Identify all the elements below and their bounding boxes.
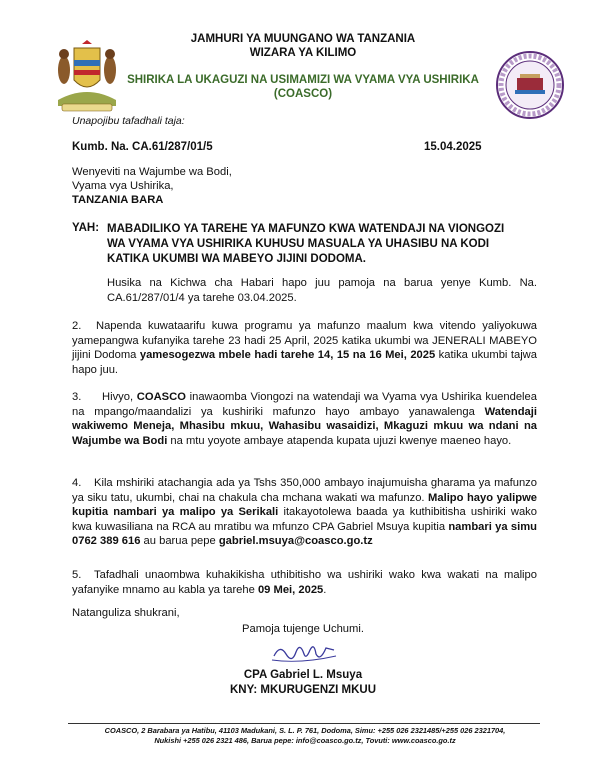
addressee-line: Vyama vya Ushirika, bbox=[72, 180, 174, 192]
intro-paragraph: Husika na Kichwa cha Habari hapo juu pamoja na barua yenye Kumb. Na. CA.61/287/01/4 ya tarehe 03.04.2025. bbox=[107, 277, 537, 304]
paragraph-text: Napenda kuwataarifu kuwa programu ya mafunzo maalum kwa vitendo yaliyokuwa yamepangwa kufanyika tarehe 23 hadi 25 April, 2025 katika ukumbi wa JENERALI MABEYO jijini Dodoma bbox=[72, 320, 537, 361]
footer-line: Nukishi +255 026 2321 486, Barua pepe: info@coasco.go.tz, Tovuti: www.coasco.go.tz bbox=[154, 736, 456, 745]
paragraph-4 bbox=[72, 476, 537, 549]
subject-line: KATIKA UKUMBI WA MABEYO JIJINI DODOMA. bbox=[107, 253, 366, 265]
email-address: gabriel.msuya@coasco.go.tz bbox=[218, 535, 373, 547]
letter-date: 15.04.2025 bbox=[424, 141, 482, 153]
phone-number: nambari ya simu 0762 389 616 bbox=[72, 520, 537, 547]
paragraph-number: 2. bbox=[72, 320, 82, 332]
paragraph-text: katika ukumbi tajwa hapo juu. bbox=[72, 349, 537, 376]
organization-name: SHIRIKA LA UKAGUZI NA USIMAMIZI WA VYAMA VYA USHIRIKA bbox=[127, 74, 479, 86]
motto: Pamoja tujenge Uchumi. bbox=[242, 623, 364, 635]
subject-line: WA VYAMA VYA USHIRIKA KUHUSU MASUALA YA UHASIBU NA KODI bbox=[107, 238, 490, 250]
reference-number: Kumb. Na. CA.61/287/01/5 bbox=[72, 141, 213, 153]
paragraph-number: 5. bbox=[72, 569, 82, 581]
ministry-title: WIZARA YA KILIMO bbox=[249, 47, 357, 59]
addressee-region: TANZANIA BARA bbox=[72, 194, 164, 206]
paragraph-number: 3. bbox=[72, 391, 82, 403]
footer-contact bbox=[60, 726, 550, 746]
paragraph-text: na mtu yoyote ambaye atapenda kupata ujuzi kwenye maeneo hayo. bbox=[167, 434, 512, 447]
organization-acronym: (COASCO) bbox=[273, 88, 333, 100]
paragraph-2 bbox=[72, 319, 537, 377]
paragraph-text: inawaomba Viongozi na watendaji wa Vyama vya Ushirika kuendelea na mpango/maandalizi ya kushiriki mafunzo hayo ambayo yanawalenga bbox=[72, 391, 537, 418]
footer-line: COASCO, 2 Barabara ya Hatibu, 41103 Madukani, S. L. P. 761, Dodoma, Simu: +255 026 2321485/+255 026 2321704, bbox=[104, 726, 506, 735]
footer-divider bbox=[68, 723, 540, 724]
paragraph-text: Kila mshiriki atachangia ada ya Tshs 350,000 ambayo inajumuisha gharama ya mafunzo ya siku tatu, ukumbi, chai na chakula cha mchana wakati wa mafunzo. bbox=[72, 477, 537, 504]
paragraph-bold: COASCO bbox=[136, 391, 186, 403]
paragraph-text: Hivyo, bbox=[102, 391, 137, 403]
paragraph-text: au barua pepe bbox=[140, 535, 219, 547]
subject-line: MABADILIKO YA TAREHE YA MAFUNZO KWA WATENDAJI NA VIONGOZI bbox=[107, 223, 505, 235]
signature-image bbox=[270, 638, 340, 666]
addressee bbox=[72, 165, 232, 207]
paragraph-bold: yamesogezwa mbele hadi tarehe 14, 15 na 16 Mei, 2025 bbox=[139, 349, 436, 361]
signatory-name: CPA Gabriel L. Msuya bbox=[243, 669, 363, 681]
addressee-line: Wenyeviti na Wajumbe wa Bodi, bbox=[72, 166, 232, 178]
paragraph-text: itakayotolewa baada ya kuthibitisha ushiriki wako kwa kuwasiliana na RCA au mratibu wa mfunzo CPA Gabriel Msuya kupitia bbox=[72, 506, 537, 533]
paragraph-text: Tafadhali unaombwa kuhakikisha uthibitisho wa ushiriki wako kwa wakati na malipo yafanyike mnamo au kabla ya tarehe bbox=[72, 569, 537, 596]
subject-prefix: YAH: bbox=[72, 222, 100, 234]
paragraph-bold: Malipo hayo yalipwe kupitia nambari ya malipo ya Serikali bbox=[72, 491, 537, 518]
paragraph-bold: 09 Mei, 2025 bbox=[257, 583, 324, 596]
signatory-title: KNY: MKURUGENZI MKUU bbox=[229, 684, 377, 696]
paragraph-3 bbox=[72, 390, 537, 448]
subject-heading bbox=[107, 222, 537, 267]
reply-note: Unapojibu tafadhali taja: bbox=[72, 115, 185, 127]
paragraph-number: 4. bbox=[72, 477, 82, 489]
closing-line: Natanguliza shukrani, bbox=[72, 607, 180, 619]
paragraph-bold: Watendaji wakiwemo Meneja, Mhasibu mkuu, Wahasibu wasaidizi, Mkaguzi mkuu wa ndani na Wajumbe wa Bodi bbox=[72, 405, 537, 447]
paragraph-text: . bbox=[323, 583, 327, 596]
republic-title: JAMHURI YA MUUNGANO WA TANZANIA bbox=[190, 33, 416, 45]
paragraph-5 bbox=[72, 568, 537, 597]
